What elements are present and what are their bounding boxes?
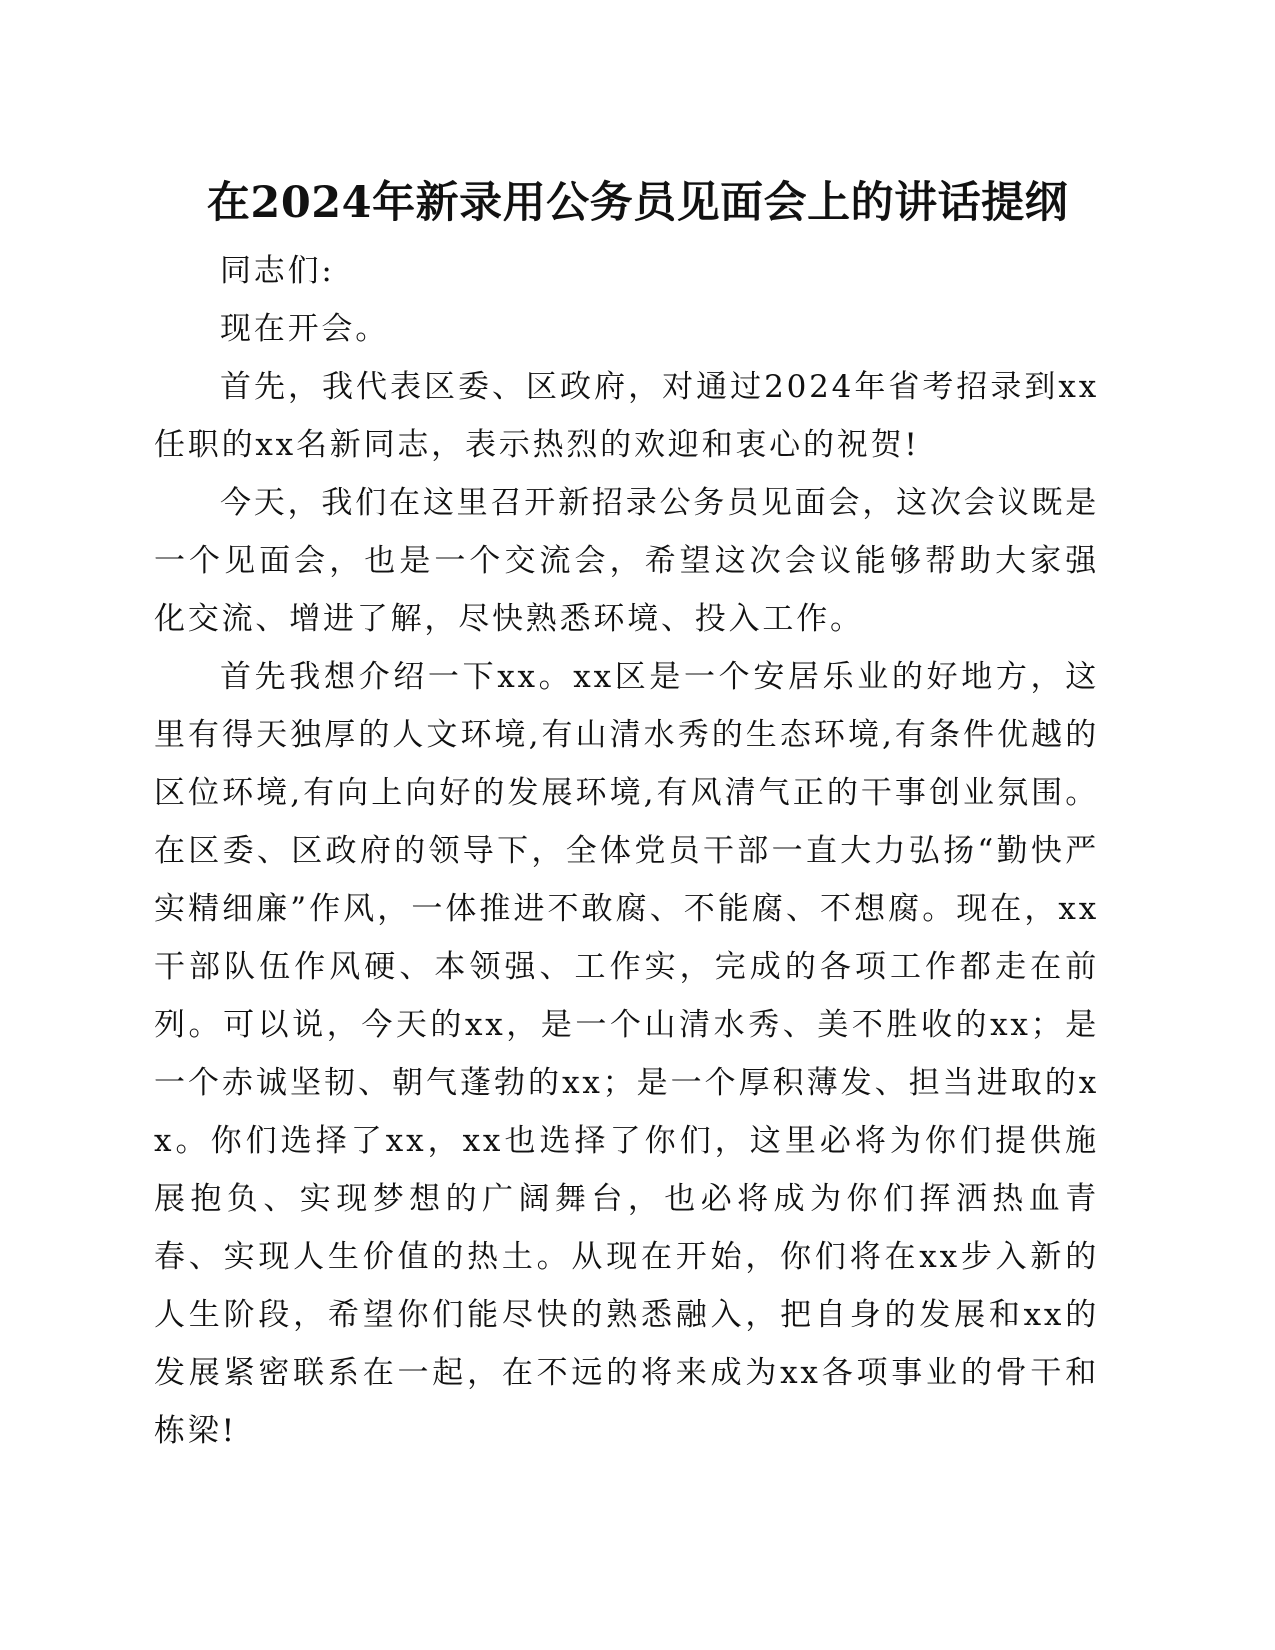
paragraph-purpose: 今天，我们在这里召开新招录公务员见面会，这次会议既是一个见面会，也是一个交流会，希望这次会议能够帮助大家强化交流、增进了解，尽快熟悉环境、投入工作。 bbox=[154, 485, 1099, 637]
paragraph-opening: 现在开会。 bbox=[220, 311, 389, 347]
document-title: 在2024年新录用公务员见面会上的讲话提纲 bbox=[206, 178, 1069, 228]
document-body bbox=[154, 242, 1099, 1460]
paragraph-introduction: 首先我想介绍一下xx。xx区是一个安居乐业的好地方，这里有得天独厚的人文环境,有山清水秀的生态环境,有条件优越的区位环境,有向上向好的发展环境,有风清气正的干事创业氛围。在区委、区政府的领导下，全体党员干部一直大力弘扬“勤快严实精细廉”作风，一体推进不敢腐、不能腐、不想腐。现在，xx干部队伍作风硬、本领强、工作实，完成的各项工作都走在前列。可以说，今天的xx，是一个山清水秀、美不胜收的xx；是一个赤诚坚韧、朝气蓬勃的xx；是一个厚积薄发、担当进取的xx。你们选择了xx，xx也选择了你们，这里必将为你们提供施展抱负、实现梦想的广阔舞台，也必将成为你们挥洒热血青春、实现人生价值的热土。从现在开始，你们将在xx步入新的人生阶段，希望你们能尽快的熟悉融入，把自身的发展和xx的发展紧密联系在一起，在不远的将来成为xx各项事业的骨干和栋梁! bbox=[154, 659, 1099, 1449]
salutation: 同志们: bbox=[220, 253, 335, 289]
paragraph-welcome: 首先，我代表区委、区政府，对通过2024年省考招录到xx任职的xx名新同志，表示热烈的欢迎和衷心的祝贺! bbox=[154, 369, 1099, 463]
